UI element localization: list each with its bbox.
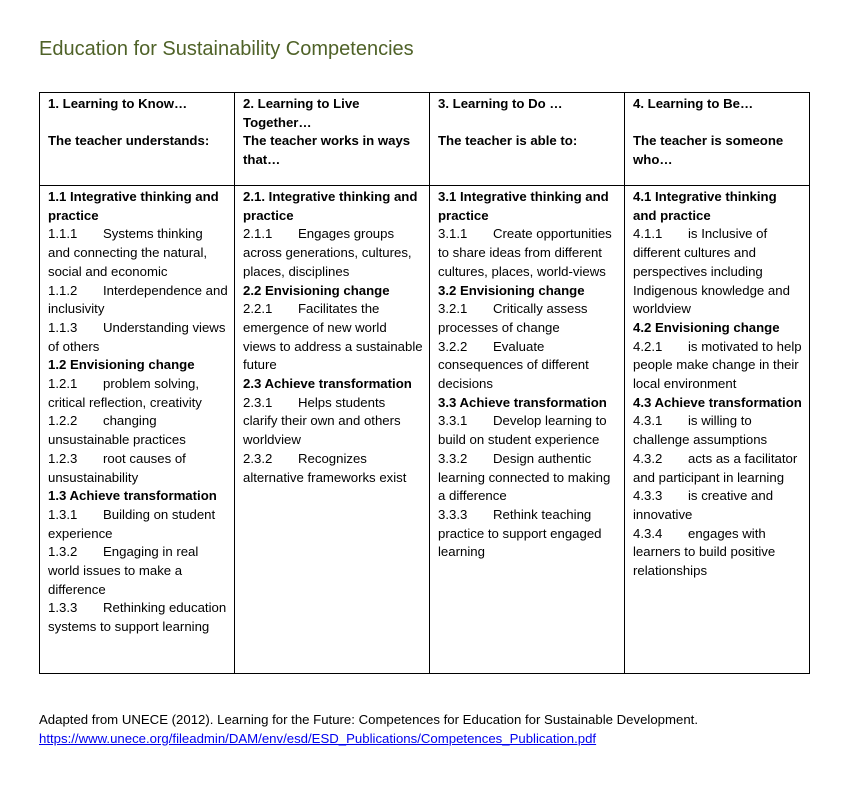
item-code: 3.2.1 xyxy=(438,301,468,317)
source-link[interactable]: https://www.unece.org/fileadmin/DAM/env/esd/ESD_Publications/Competences_Publication.pdf xyxy=(39,731,597,746)
item-text: Design authentic learning connected to making a difference xyxy=(438,450,611,504)
item-code: 4.3.2 xyxy=(633,450,663,466)
competency-item xyxy=(438,300,618,337)
item-text: is Inclusive of different cultures and perspectives including Indigenous knowledge and worldview xyxy=(633,226,790,317)
item-code: 1.1.3 xyxy=(48,319,78,335)
item-text: problem solving, critical reflection, creativity xyxy=(48,376,202,410)
header-cell xyxy=(430,93,625,186)
competency-item xyxy=(633,525,803,581)
item-code: 1.2.1 xyxy=(48,376,78,392)
item-text: engages with learners to build positive relationships xyxy=(633,525,776,579)
competency-item xyxy=(48,375,228,412)
item-code: 4.1.1 xyxy=(633,226,663,242)
header-cell xyxy=(625,93,810,186)
item-text: is motivated to help people make change in their local environment xyxy=(633,338,802,392)
competency-item xyxy=(243,300,423,375)
item-code: 3.2.2 xyxy=(438,338,468,354)
section-heading: 4.2 Envisioning change xyxy=(633,319,780,335)
item-text: Evaluate consequences of different decisions xyxy=(438,338,589,392)
citation-text: Adapted from UNECE (2012). Learning for the Future: Competences for Education for Sustainable Development. xyxy=(39,712,698,727)
column-subtitle: The teacher is able to: xyxy=(438,133,578,149)
section-heading: 1.1 Integrative thinking and practice xyxy=(48,189,219,223)
item-code: 4.2.1 xyxy=(633,338,663,354)
item-text: changing unsustainable practices xyxy=(48,413,186,448)
item-text: Helps students clarify their own and others worldview xyxy=(243,394,401,448)
header-cell xyxy=(40,93,235,186)
item-code: 1.3.2 xyxy=(48,544,78,560)
item-code: 4.3.4 xyxy=(633,525,663,541)
item-code: 1.3.1 xyxy=(48,506,78,522)
item-text: is creative and innovative xyxy=(633,488,774,522)
item-code: 1.3.3 xyxy=(48,600,78,616)
item-text: Create opportunities to share ideas from different cultures, places, world-views xyxy=(438,226,612,279)
competency-item xyxy=(243,450,423,487)
competency-item xyxy=(48,506,228,543)
item-code: 2.2.1 xyxy=(243,301,273,317)
section-heading: 1.3 Achieve transformation xyxy=(48,488,217,504)
column-subtitle: The teacher works in ways that… xyxy=(243,133,411,168)
competency-item xyxy=(243,394,423,450)
column-subtitle: The teacher is someone who… xyxy=(633,133,784,168)
item-text: root causes of unsustainability xyxy=(48,450,186,485)
section-heading: 2.3 Achieve transformation xyxy=(243,376,412,392)
section-heading: 3.2 Envisioning change xyxy=(438,282,585,298)
item-code: 4.3.3 xyxy=(633,488,663,504)
table-body-row xyxy=(40,186,810,674)
competency-item xyxy=(48,599,228,636)
item-code: 1.2.2 xyxy=(48,413,78,429)
item-text: Engaging in real world issues to make a difference xyxy=(48,544,199,597)
competency-item xyxy=(48,282,228,319)
item-code: 1.1.2 xyxy=(48,282,78,298)
item-code: 3.3.2 xyxy=(438,450,468,466)
column-title: 4. Learning to Be… xyxy=(633,96,754,111)
item-text: Recognizes alternative frameworks exist xyxy=(243,450,407,485)
item-code: 4.3.1 xyxy=(633,413,663,429)
section-heading: 4.3 Achieve transformation xyxy=(633,394,802,410)
item-text: Building on student experience xyxy=(48,506,216,541)
table-header-row xyxy=(40,93,810,186)
item-text: Systems thinking and connecting the natural, social and economic xyxy=(48,226,208,279)
item-text: Engages groups across generations, cultures, places, disciplines xyxy=(243,226,412,279)
competency-item xyxy=(633,487,803,524)
competency-item xyxy=(48,412,228,449)
competency-item xyxy=(438,338,618,394)
item-text: Rethink teaching practice to support engaged learning xyxy=(438,506,602,560)
competency-item xyxy=(48,543,228,599)
competency-cell xyxy=(625,186,810,674)
competency-item xyxy=(48,319,228,356)
column-title: 3. Learning to Do … xyxy=(438,96,563,111)
competencies-table xyxy=(39,92,810,674)
competency-item xyxy=(438,225,618,281)
section-heading: 3.3 Achieve transformation xyxy=(438,394,607,410)
column-title: 1. Learning to Know… xyxy=(48,96,188,111)
item-code: 3.1.1 xyxy=(438,226,468,242)
item-code: 3.3.1 xyxy=(438,413,468,429)
footer xyxy=(39,710,698,748)
item-code: 3.3.3 xyxy=(438,506,468,522)
item-text: Interdependence and inclusivity xyxy=(48,282,228,317)
header-cell xyxy=(235,93,430,186)
section-heading: 2.1. Integrative thinking and practice xyxy=(243,189,418,223)
item-text: is willing to challenge assumptions xyxy=(633,413,768,448)
item-text: acts as a facilitator and participant in learning xyxy=(633,450,798,485)
competency-item xyxy=(438,506,618,562)
competency-item xyxy=(438,412,618,449)
item-code: 2.3.2 xyxy=(243,450,273,466)
competency-item xyxy=(243,225,423,281)
item-text: Rethinking education systems to support learning xyxy=(48,600,227,635)
item-code: 2.1.1 xyxy=(243,226,273,242)
competency-item xyxy=(633,225,803,319)
item-text: Develop learning to build on student experience xyxy=(438,413,607,448)
section-heading: 1.2 Envisioning change xyxy=(48,357,195,373)
item-text: Critically assess processes of change xyxy=(438,301,588,335)
column-title: 2. Learning to Live Together… xyxy=(243,96,360,130)
section-heading: 2.2 Envisioning change xyxy=(243,282,390,298)
competency-item xyxy=(48,450,228,487)
page-title: Education for Sustainability Competencies xyxy=(39,38,414,60)
item-code: 2.3.1 xyxy=(243,394,273,410)
competency-item xyxy=(633,412,803,449)
item-code: 1.1.1 xyxy=(48,226,78,242)
competency-cell xyxy=(430,186,625,674)
competency-cell xyxy=(235,186,430,674)
competency-cell xyxy=(40,186,235,674)
item-code: 1.2.3 xyxy=(48,450,78,466)
section-heading: 3.1 Integrative thinking and practice xyxy=(438,189,609,223)
competency-item xyxy=(48,225,228,281)
item-text: Understanding views of others xyxy=(48,319,226,354)
section-heading: 4.1 Integrative thinking and practice xyxy=(633,189,777,223)
competency-item xyxy=(633,338,803,394)
item-text: Facilitates the emergence of new world views to address a sustainable future xyxy=(243,301,423,373)
competency-item xyxy=(438,450,618,506)
column-subtitle: The teacher understands: xyxy=(48,133,210,149)
competency-item xyxy=(633,450,803,487)
